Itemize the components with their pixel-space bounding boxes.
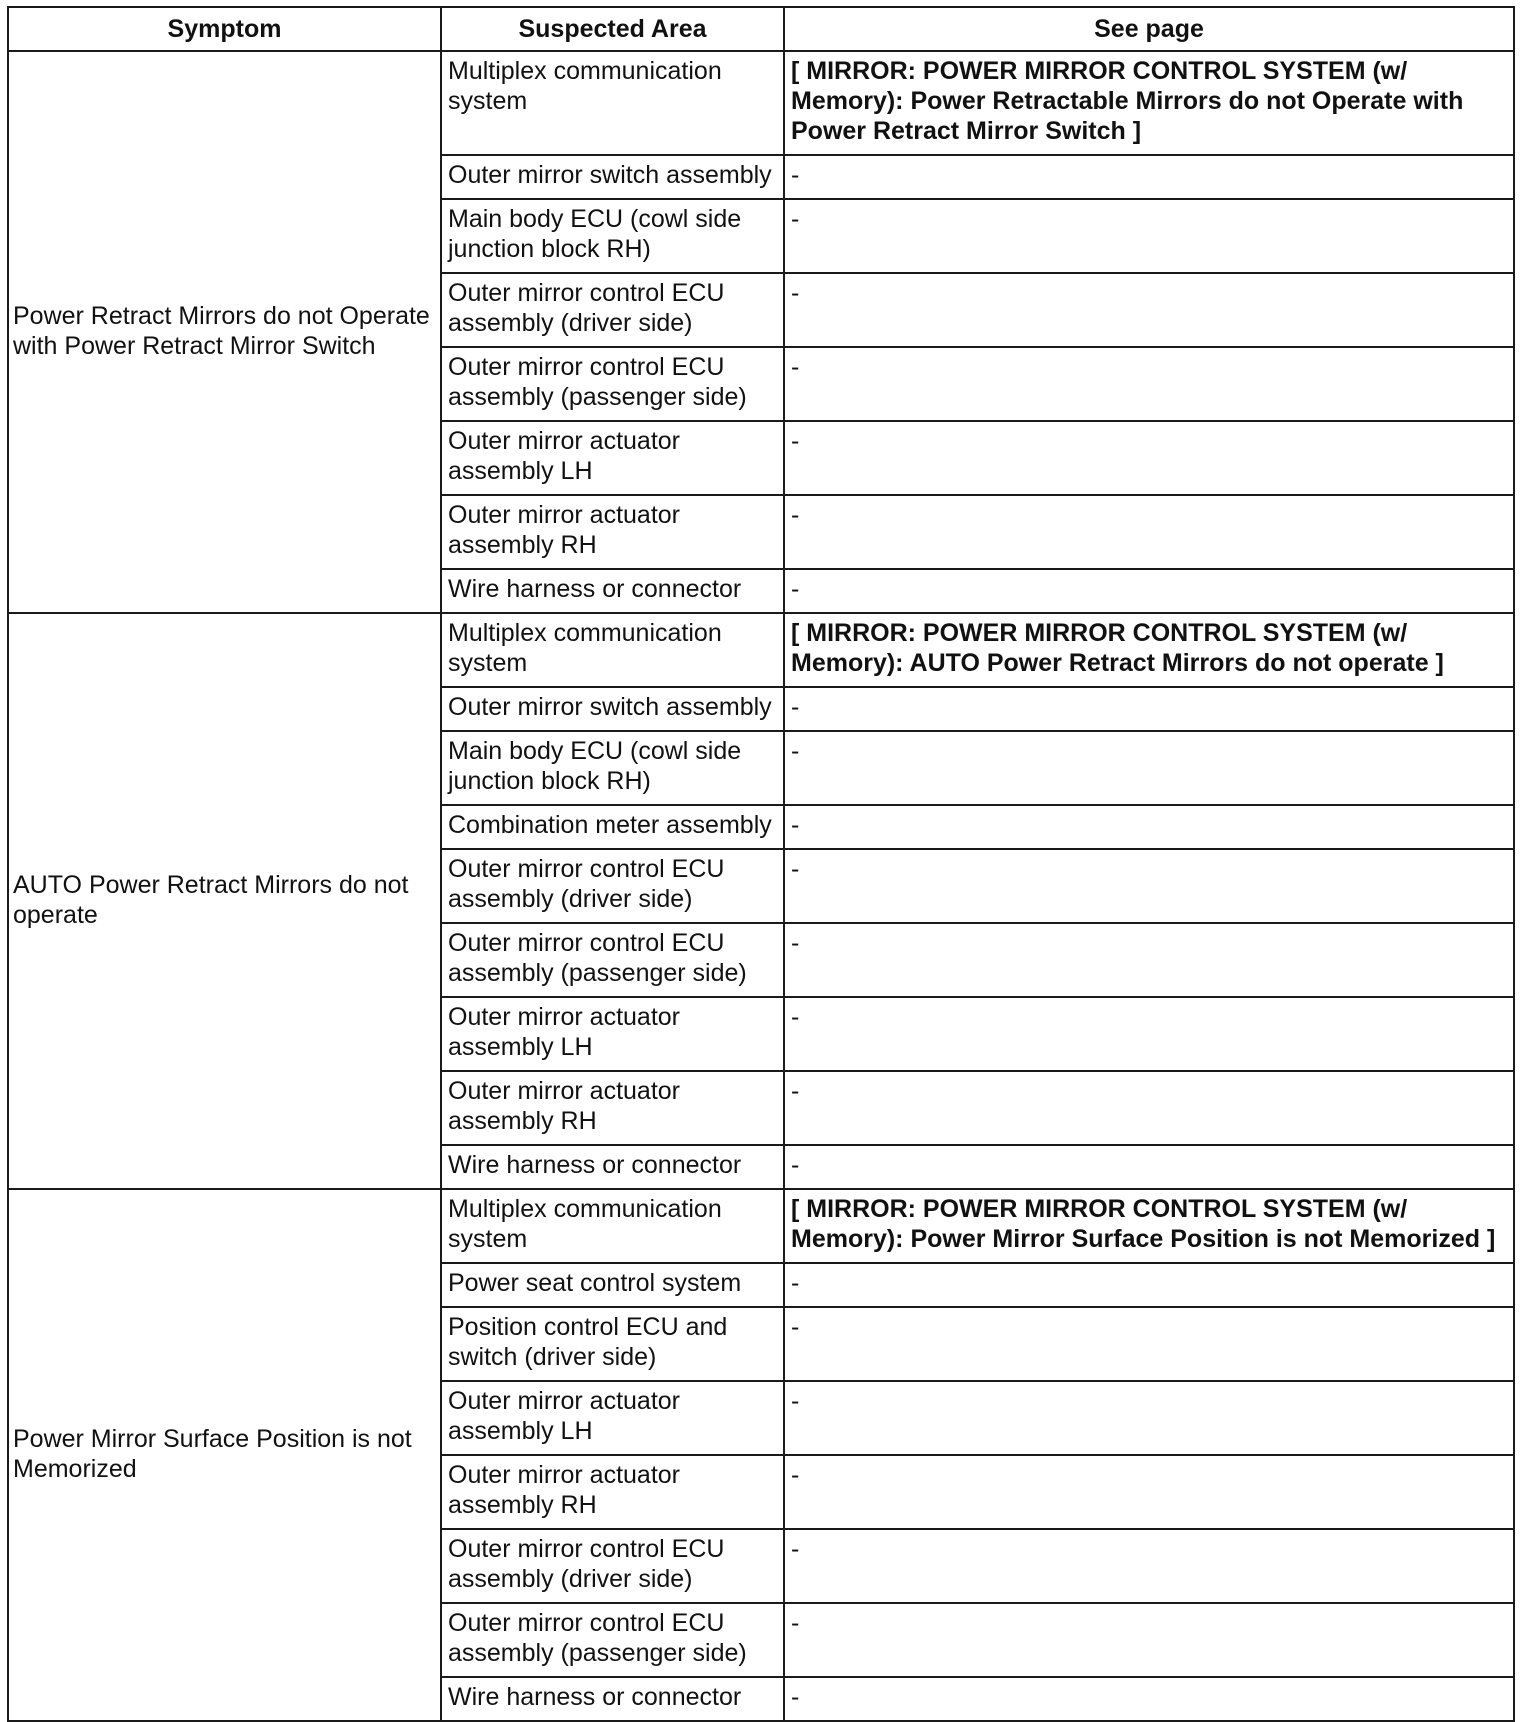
table-row [8,1189,1514,1263]
see-page-cell: - [784,1529,1514,1603]
see-page-cell: - [784,569,1514,613]
see-page-link[interactable]: [ MIRROR: POWER MIRROR CONTROL SYSTEM (w/ Memory): AUTO Power Retract Mirrors do not operate ] [784,613,1514,687]
suspected-area-cell: Wire harness or connector [441,569,784,613]
see-page-cell: - [784,1145,1514,1189]
suspected-area-cell: Multiplex communication system [441,613,784,687]
suspected-area-cell: Outer mirror actuator assembly RH [441,1455,784,1529]
header-suspected-area: Suspected Area [441,7,784,51]
see-page-link[interactable]: [ MIRROR: POWER MIRROR CONTROL SYSTEM (w/ Memory): Power Mirror Surface Position is not Memorized ] [784,1189,1514,1263]
suspected-area-cell: Position control ECU and switch (driver side) [441,1307,784,1381]
symptom-cell: AUTO Power Retract Mirrors do not operate [8,613,441,1189]
suspected-area-cell: Outer mirror actuator assembly LH [441,421,784,495]
suspected-area-cell: Multiplex communication system [441,51,784,155]
see-page-cell: - [784,1307,1514,1381]
suspected-area-cell: Outer mirror control ECU assembly (passenger side) [441,347,784,421]
see-page-cell: - [784,849,1514,923]
table-row [8,613,1514,687]
see-page-cell: - [784,923,1514,997]
see-page-cell: - [784,273,1514,347]
see-page-cell: - [784,1677,1514,1721]
suspected-area-cell: Outer mirror control ECU assembly (passenger side) [441,923,784,997]
suspected-area-cell: Outer mirror actuator assembly LH [441,997,784,1071]
symptom-cell: Power Retract Mirrors do not Operate with Power Retract Mirror Switch [8,51,441,613]
suspected-area-cell: Outer mirror control ECU assembly (driver side) [441,273,784,347]
see-page-cell: - [784,731,1514,805]
suspected-area-cell: Main body ECU (cowl side junction block RH) [441,731,784,805]
suspected-area-cell: Main body ECU (cowl side junction block RH) [441,199,784,273]
suspected-area-cell: Outer mirror actuator assembly LH [441,1381,784,1455]
see-page-cell: - [784,1071,1514,1145]
see-page-link[interactable]: [ MIRROR: POWER MIRROR CONTROL SYSTEM (w/ Memory): Power Retractable Mirrors do not Operate with Power Retract Mirror Switch ] [784,51,1514,155]
see-page-cell: - [784,1455,1514,1529]
suspected-area-cell: Outer mirror control ECU assembly (driver side) [441,849,784,923]
suspected-area-cell: Outer mirror control ECU assembly (driver side) [441,1529,784,1603]
suspected-area-cell: Combination meter assembly [441,805,784,849]
suspected-area-cell: Multiplex communication system [441,1189,784,1263]
suspected-area-cell: Wire harness or connector [441,1677,784,1721]
see-page-cell: - [784,199,1514,273]
suspected-area-cell: Outer mirror control ECU assembly (passenger side) [441,1603,784,1677]
suspected-area-cell: Outer mirror actuator assembly RH [441,495,784,569]
see-page-cell: - [784,1381,1514,1455]
header-symptom: Symptom [8,7,441,51]
see-page-cell: - [784,687,1514,731]
header-row [8,7,1514,51]
table-row [8,51,1514,155]
see-page-cell: - [784,347,1514,421]
suspected-area-cell: Outer mirror switch assembly [441,687,784,731]
see-page-cell: - [784,495,1514,569]
see-page-cell: - [784,421,1514,495]
suspected-area-cell: Outer mirror actuator assembly RH [441,1071,784,1145]
see-page-cell: - [784,997,1514,1071]
suspected-area-cell: Power seat control system [441,1263,784,1307]
header-see-page: See page [784,7,1514,51]
symptom-cell: Power Mirror Surface Position is not Memorized [8,1189,441,1721]
troubleshooting-table [7,6,1515,1722]
see-page-cell: - [784,155,1514,199]
suspected-area-cell: Outer mirror switch assembly [441,155,784,199]
see-page-cell: - [784,1263,1514,1307]
see-page-cell: - [784,1603,1514,1677]
suspected-area-cell: Wire harness or connector [441,1145,784,1189]
see-page-cell: - [784,805,1514,849]
